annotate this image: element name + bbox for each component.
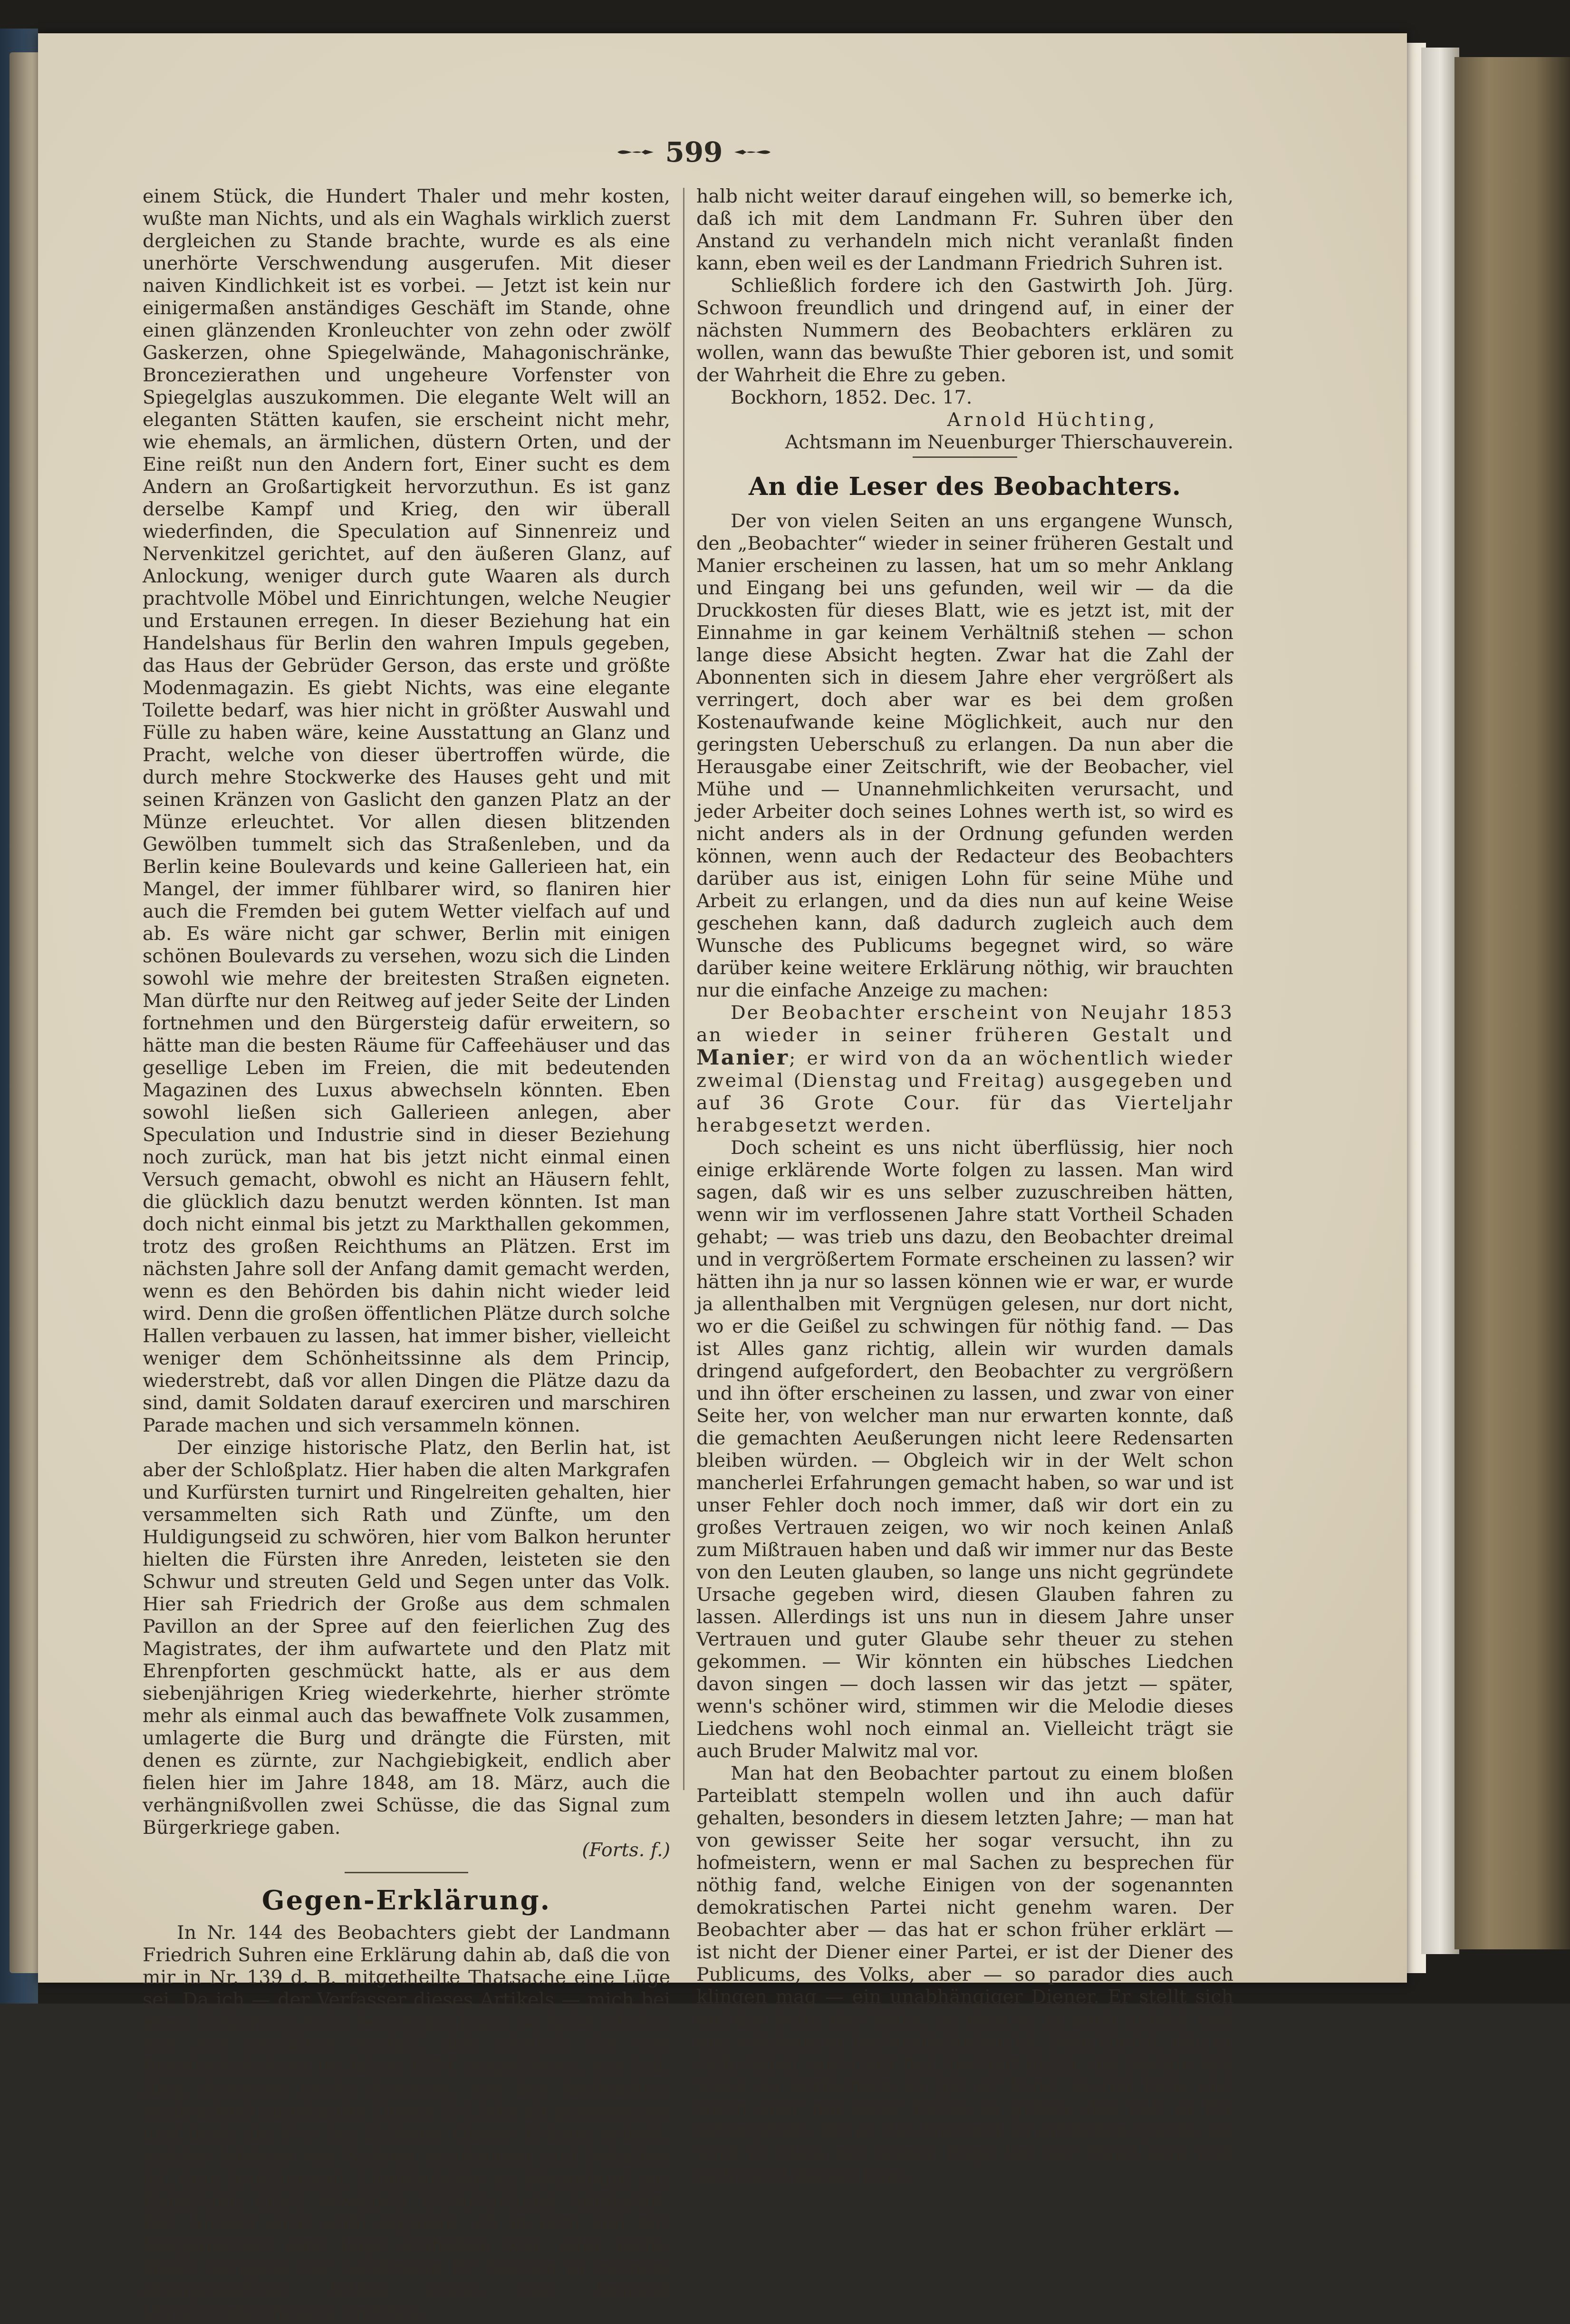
article-paragraph: Man hat den Beobachter partout zu einem bloßen Parteiblatt stempeln wollen und ihn auch dafür gehalten, besonders in diesem letzten Jahre; — man hat von gewisser Seite her sogar versucht, ihn zu hofmeistern, wenn er mal Sachen zu besprechen für nöthig fand, welche Einigen von der sogenannten demokratischen Partei nicht genehm waren. Der Beobachter aber — das hat er schon früher erklärt — ist nicht der Diener einer Partei, er ist der Diener des Publicums, des Volks, aber — so parador dies auch klingen mag — ein unabhängiger Diener. Er stellt sich auf die Seite des Volks, zu dem er ja auch gehört und aus welchem er hervorgegangen ist. Sein Dienst, den er sich selber auferlegt hat, besteht darin, die Rechte des Volks zu verfechten so gut er kann. Durch Dick und Dünn aber mit einer Partei zu gehen, das hält er für schimpflich. Wo er das Unrecht zu erblicken glaubt, da wird er stets mit seiner Rüge bei der Hand sein und sich nicht darum küm- — [696, 1762, 1233, 2187]
article-paragraph: einem Stück, die Hundert Thaler und mehr kosten, wußte man Nichts, und als ein Waghals wirklich zuerst dergleichen zu Stande brachte, wurde es als eine unerhörte Verschwendung ausgerufen. Mit dieser naiven Kindlichkeit ist es vorbei. — Jetzt ist kein nur einigermaßen anständiges Geschäft im Stande, ohne einen glänzenden Kronleuchter von zehn oder zwölf Gaskerzen, ohne Spiegelwände, Mahagonischränke, Broncezierathen und ungeheure Vorfenster von Spiegelglas auszukommen. Die elegante Welt will an eleganten Stätten kaufen, sie erscheint nicht mehr, wie ehemals, an ärmlichen, düstern Orten, und der Eine reißt nun den Andern fort, Einer sucht es dem Andern an Großartigkeit hervorzuthun. Es ist ganz derselbe Kampf und Krieg, den wir überall wiederfinden, die Speculation auf Sinnenreiz und Nervenkitzel gerichtet, auf den äußeren Glanz, auf Anlockung, weniger durch gute Waaren als durch prachtvolle Möbel und Einrichtungen, welche Neugier und Erstaunen erregen. In dieser Beziehung hat ein Handelshaus für Berlin den wahren Impuls gegeben, das Haus der Gebrüder Gerson, das erste und größte Modenmagazin. Es giebt Nichts, was eine elegante Toilette bedarf, was hier nicht in größter Auswahl und Fülle zu haben wäre, keine Ausstattung an Glanz und Pracht, welche von dieser übertroffen würde, die durch mehre Stockwerke des Hauses geht und mit seinen Kränzen von Gaslicht den ganzen Platz an der Münze erleuchtet. Vor allen diesen blitzenden Gewölben tummelt sich das Straßenleben, und da Berlin keine Boulevards und keine Gallerieen hat, ein Mangel, der immer fühlbarer wird, so flaniren hier auch die Fremden bei gutem Wetter vielfach auf und ab. Es wäre nicht gar schwer, Berlin mit einigen schönen Boulevards zu versehen, wozu sich die Linden sowohl wie mehre der breitesten Straßen eigneten. Man dürfte nur den Reitweg auf jeder Seite der Linden fortnehmen und den Bürgersteig dafür erweitern, so hätte man die besten Räume für Caffeehäuser und das gesellige Leben im Freien, die mit bedeutenden Magazinen des Luxus abwechseln könnten. Eben sowohl ließen sich Gallerieen anlegen, aber Speculation und Industrie sind in dieser Beziehung noch zurück, man hat bis jetzt nicht einmal einen Versuch gemacht, obwohl es nicht an Häusern fehlt, die glücklich dazu benutzt werden könnten. Ist man doch nicht einmal bis jetzt zu Markthallen gekommen, trotz des großen Reichthums an Plätzen. Erst im nächsten Jahre soll der Anfang damit gemacht werden, wenn es den Behörden bis dahin nicht wieder leid wird. Denn die großen öffentlichen Plätze durch solche Hallen verbauen zu lassen, hat immer bisher, vielleicht weniger dem Schönheitssinne als dem Princip, wiederstrebt, daß vor allen Dingen die Plätze dazu da sind, damit Soldaten darauf exerciren und marschiren Parade machen und sich versammeln können. — [143, 185, 670, 1436]
announcement-text: ; er wird von da an wöchentlich wieder zweimal (Dienstag und Freitag) ausgegeben und auf 36 Grote Cour. für das Vierteljahr herabgesetzt werden. — [696, 1047, 1233, 1136]
left-column — [143, 185, 670, 2324]
page-number: 599 — [665, 136, 723, 168]
article-paragraph: Schließlich fordere ich den Gastwirth Joh. Jürg. Schwoon freundlich und dringend auf, in einer der nächsten Nummern des Beobachters erklären zu wollen, wann das bewußte Thier geboren ist, und somit der Wahrheit die Ehre zu geben. — [696, 275, 1233, 386]
section-divider — [345, 1872, 468, 1873]
article-paragraph: In Nr. 144 des Beobachters giebt der Landmann Friedrich Suhren eine Erklärung dahin ab, daß die von mir in Nr. 139 d. B. mitgetheilte Thatsache eine Lüge sei. Da ich — der Verfasser dieses Artikels — mich bei jener Erklärung nicht beruhigen kann, so habe ich den von mir erzählten Vorfall, daß nämlich die von Friedrich Suhren im Jahre 1851 vorgeführte, von Joh. Jürg. Schwoon (nicht Schwarz, wie der Beobachter verdruckte) angekaufte Quene 2½ Jahr alt gewesen sei und doch als 1½- bis 2jährige Quene Prämie erhielt, welche letztere von Suhren empfangen und behalten ist, dem großherzogl. Landgerichte zu Neuenburg zur Einleitung einer etwaigen Untersuchung angezeigt. Der Ausfall wird wohl ergeben, ob in dem von mir Mitgetheilten eine Lüge enthalten war, oder nicht. Wenn übrigens der Landmann Fr. Suhren in meinem obengedachten Artikel etwas den Anstand Verletzendes finden, und des- — [143, 1922, 670, 2324]
article-paragraph: Der von vielen Seiten an uns ergangene Wunsch, den „Beobachter“ wieder in seiner früheren Gestalt und Manier erscheinen zu lassen, hat um so mehr Anklang und Eingang bei uns gefunden, weil wir — da die Druckkosten für dieses Blatt, wie es jetzt ist, mit der Einnahme in gar keinem Verhältniß stehen — schon lange diese Absicht hegten. Zwar hat die Zahl der Abonnenten sich in diesem Jahre eher vergrößert als verringert, doch aber war es bei dem großen Kostenaufwande keine Möglichkeit, auch nur den geringsten Ueberschuß zu erlangen. Da nun aber die Herausgabe einer Zeitschrift, wie der Beobacher, viel Mühe und — Unannehmlichkeiten verursacht, und jeder Arbeiter doch seines Lohnes werth ist, so wird es nicht anders als in der Ordnung gefunden werden können, wenn auch der Redacteur des Beobachters darüber aus ist, einigen Lohn für seine Mühe und Arbeit zu erlangen, und da dies nun auf keine Weise geschehen kann, daß dadurch zugleich auch dem Wunsche des Publicums begegnet wird, so wäre darüber keine weitere Erklärung nöthig, wir brauchten nur die einfache Anzeige zu machen: — [696, 510, 1233, 1001]
column-divider — [683, 188, 684, 1790]
book-board — [1421, 48, 1459, 1954]
article-paragraph: Der einzige historische Platz, den Berlin hat, ist aber der Schloßplatz. Hier haben die alten Markgrafen und Kurfürsten turnirt und Ringelreiten gehalten, hier versammelten sich Rath und Zünfte, um den Huldigungseid zu schwören, hier vom Balkon herunter hielten die Fürsten ihre Anreden, leisteten sie den Schwur und streuten Geld und Segen unter das Volk. Hier sah Friedrich der Große aus dem schmalen Pavillon an der Spree auf den feierlichen Zug des Magistrates, der ihm aufwartete und den Platz mit Ehrenpforten geschmückt hatte, als er aus dem siebenjährigen Krieg wiederkehrte, hierher strömte mehr als einmal auch das bewaffnete Volk zusammen, umlagerte die Burg und drängte die Fürsten, mit denen es zürnte, zur Nachgiebigkeit, endlich aber fielen hier im Jahre 1848, am 18. März, auch die verhängnißvollen zwei Schüsse, die das Signal zum Bürgerkriege gaben. — [143, 1437, 670, 1839]
dateline: Bockhorn, 1852. Dec. 17. — [731, 387, 973, 408]
page-header — [594, 131, 794, 174]
right-ornament-icon — [733, 145, 771, 159]
left-ornament-icon — [616, 145, 655, 159]
book-spine — [1454, 57, 1570, 1949]
article-paragraph: halb nicht weiter darauf eingehen will, so bemerke ich, daß ich mit dem Landmann Fr. Suhren über den Anstand zu verhandeln mich nicht veranlaßt finden kann, eben weil es der Landmann Friedrich Suhren ist. — [696, 185, 1233, 274]
signature-title: Achtsmann im Neuenburger Thierschauverein. — [785, 431, 1233, 453]
announcement-emphasis: Manier — [696, 1046, 790, 1070]
signature-name: Arnold Hüchting, — [947, 409, 1157, 431]
section-title: An die Leser des Beobachters. — [748, 472, 1181, 501]
section-divider — [913, 456, 1017, 458]
announcement-text: Der Beobachter erscheint von Neujahr 1853 an wieder in seiner früheren Gestalt und — [696, 1002, 1233, 1046]
continuation-note: (Forts. f.) — [582, 1839, 670, 1861]
announcement-paragraph — [696, 1002, 1233, 1137]
right-column — [696, 185, 1233, 2187]
article-paragraph: Doch scheint es uns nicht überflüssig, hier noch einige erklärende Worte folgen zu lassen. Man wird sagen, daß wir es uns selber zuzuschreiben hätten, wenn wir im verflossenen Jahre statt Vortheil Schaden gehabt; — was trieb uns dazu, den Beobachter dreimal und in vergrößertem Formate erscheinen zu lassen? wir hätten ihn ja nur so lassen können wie er war, er wurde ja allenthalben mit Vergnügen gelesen, nur dort nicht, wo er die Geißel zu schwingen für nöthig fand. — Das ist Alles ganz richtig, allein wir wurden damals dringend aufgefordert, den Beobachter zu vergrößern und ihn öfter erscheinen zu lassen, und zwar von einer Seite her, von welcher man nur erwarten konnte, daß die gemachten Aeußerungen nicht leere Redensarten bleiben würden. — Obgleich wir in der Welt schon mancherlei Erfahrungen gemacht haben, so war und ist unser Fehler doch noch immer, daß wir dort ein zu großes Vertrauen zeigen, wo wir noch keinen Anlaß zum Mißtrauen haben und daß wir immer nur das Beste von den Leuten glauben, so lange uns nicht gegründete Ursache gegeben wird, diesen Glauben fahren zu lassen. Allerdings ist uns nun in diesem Jahre unser Vertrauen und guter Glaube sehr theuer zu stehen gekommen. — Wir könnten ein hübsches Liedchen davon singen — doch lassen wir das jetzt — später, wenn's schöner wird, stimmen wir die Melodie dieses Liedchens wohl noch einmal an. Vielleicht trägt sie auch Bruder Malwitz mal vor. — [696, 1137, 1233, 1762]
section-title: Gegen-Erklärung. — [261, 1885, 551, 1916]
